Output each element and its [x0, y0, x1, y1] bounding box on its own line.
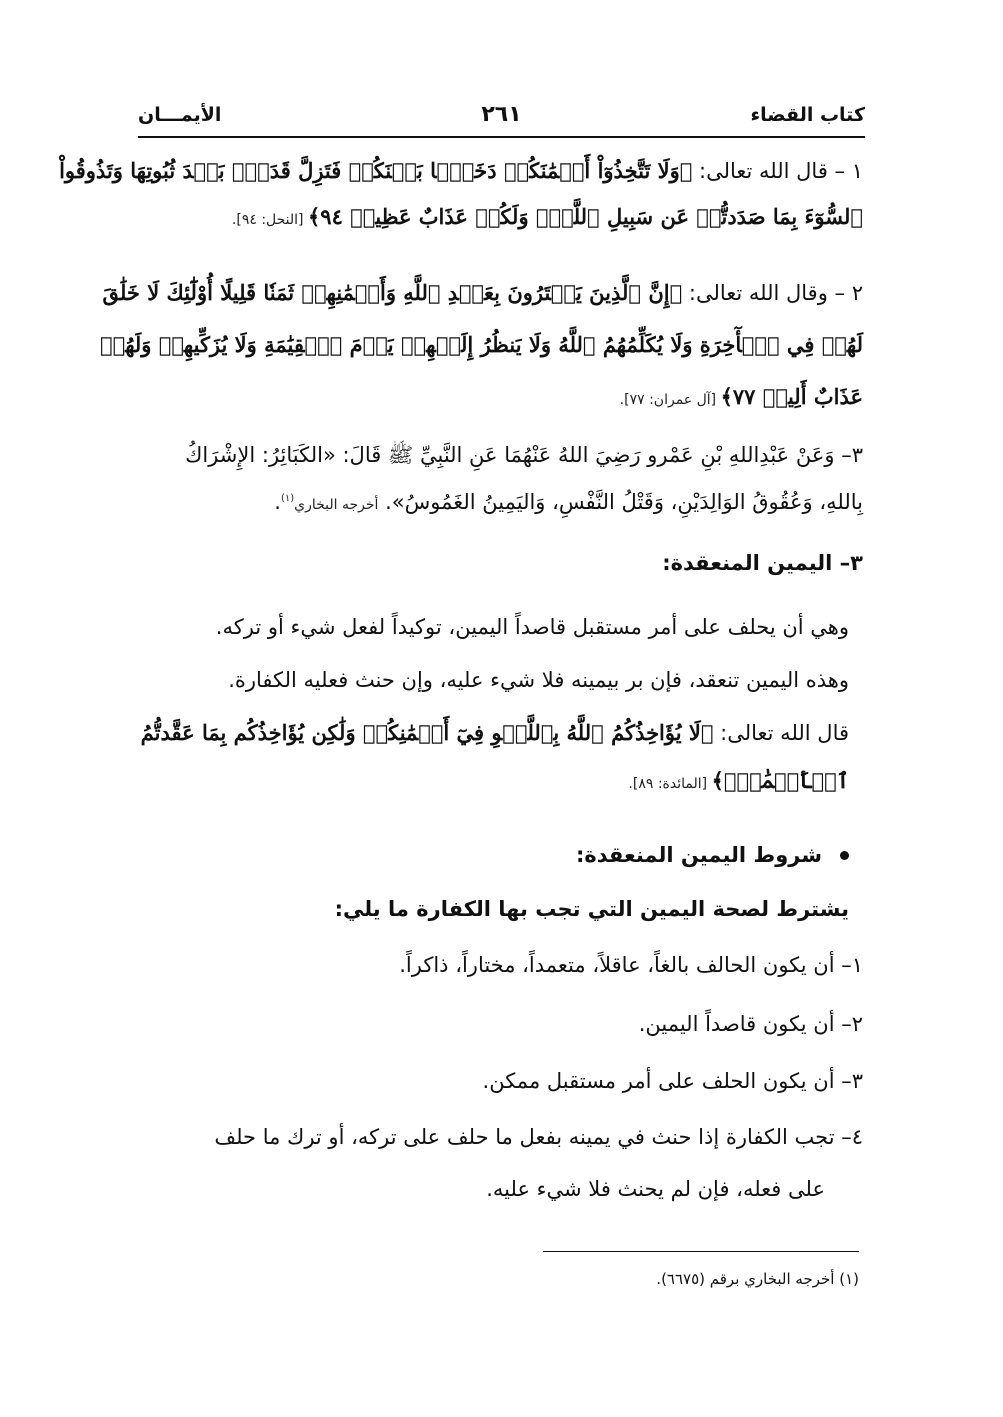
verse-reference: [آل عمران: ٧٧]. [619, 392, 721, 408]
footnote-rule [543, 1251, 859, 1252]
conditions-list [140, 950, 863, 1204]
item-1-line-1 [59, 156, 863, 186]
section-paragraphs [140, 612, 849, 799]
conditions-heading-row [140, 840, 849, 870]
condition-item-4: ٤– تجب الكفارة إذا حنث في يمينه بفعل ما حلف على تركه، أو ترك ما حلف [214, 1125, 863, 1149]
quran-verse: ٱلسُّوٓءَ بِمَا صَدَدتُّمۡ عَن سَبِيلِ ٱللَّهِۖ وَلَكُمۡ عَذَابٌ عَظِيمٞ ٩٤﴾ [307, 204, 863, 229]
page-number: ٢٦١ [481, 102, 522, 127]
conditions-intro: يشترط لصحة اليمين التي تجب بها الكفارة ما يلي: [334, 897, 849, 921]
condition-item-2: ٢– أن يكون قاصداً اليمين. [638, 1012, 863, 1036]
item-3-line-2 [140, 484, 863, 520]
conditions-section [140, 840, 849, 924]
item-2-line-3 [140, 382, 863, 415]
verse-reference: [النحل: ٩٤]. [231, 212, 308, 228]
item-2-line-2 [99, 330, 863, 360]
hadith-text: بِاللهِ، وَعُقُوقُ الوَالِدَيْنِ، وَقَتْلُ النَّفْسِ، وَاليَمِينُ الغَمُوسُ». [378, 490, 863, 514]
verse-intro: قال الله تعالى: [713, 721, 849, 745]
quran-verse: عَذَابٌ أَلِيمٞ ٧٧﴾ [720, 384, 863, 409]
section-heading: ٣– اليمين المنعقدة: [662, 551, 863, 575]
quran-verse: لَهُمۡ فِي ٱلۡأٓخِرَةِ وَلَا يُكَلِّمُهُمُ ٱللَّهُ وَلَا يَنظُرُ إِلَيۡهِمۡ يَوۡمَ ٱلۡقِيَٰمَةِ وَلَا يُزَكِّيهِمۡ وَلَهُمۡ [99, 332, 863, 357]
item-2-intro: ٢ – وقال الله تعالى: [682, 281, 863, 305]
verse-paragraph-line-2 [140, 766, 849, 799]
page-header [138, 100, 865, 136]
quran-verse: ﴿لَا يُؤَاخِذُكُمُ ٱللَّهُ بِٱللَّغۡوِ فِيٓ أَيۡمَٰنِكُمۡ وَلَٰكِن يُؤَاخِذُكُم بِمَا عَقَّدتُّمُ [140, 720, 714, 745]
item-2 [99, 278, 863, 415]
conditions-heading: شروط اليمين المنعقدة: [575, 843, 822, 867]
verse-reference: [المائدة: ٨٩]. [628, 776, 712, 792]
book-title: كتاب القضاء [750, 104, 865, 126]
header-rule [138, 136, 865, 138]
chapter-title: الأيمـــان [138, 104, 222, 126]
footnote: (١) أخرجه البخاري برقم (٦٦٧٥). [656, 1270, 859, 1288]
condition-item-4-cont: على فعله، فإن لم يحنث فلا شيء عليه. [486, 1177, 825, 1201]
section-binding-oath [140, 548, 863, 578]
hadith-text: ٣– وَعَنْ عَبْدِاللهِ بْنِ عَمْرو رَضِيَ اللهُ عَنْهُمَا عَنِ النَّبِيِّ ﷺ قَالَ: «الكَبَائِرُ: الإِشْرَاكُ [185, 443, 863, 467]
quran-verse: ٱلۡأَيۡمَٰنَۖ﴾ [711, 768, 849, 793]
verse-paragraph-line-1 [140, 718, 849, 748]
footnote-marker[interactable]: (١) [280, 493, 295, 504]
bullet-icon [840, 851, 849, 860]
hadith-source: أخرجه البخاري [294, 497, 379, 513]
condition-item-3: ٣– أن يكون الحلف على أمر مستقبل ممكن. [482, 1069, 863, 1093]
quran-verse: ﴿وَلَا تَتَّخِذُوٓاْ أَيۡمَٰنَكُمۡ دَخَلَۢا بَيۡنَكُمۡ فَتَزِلَّ قَدَمُۢ بَعۡدَ ثُبُوتِهَا وَتَذُوقُواْ [59, 158, 693, 183]
item-1-intro: ١ – قال الله تعالى: [692, 159, 863, 183]
item-1 [59, 156, 863, 235]
punctuation: . [274, 490, 281, 514]
item-1-line-2 [140, 202, 863, 235]
definition-paragraph: وهي أن يحلف على أمر مستقبل قاصداً اليمين، توكيداً لفعل شيء أو تركه. [215, 615, 849, 639]
item-2-line-1 [102, 278, 863, 308]
quran-verse: ﴿إِنَّ ٱلَّذِينَ يَشۡتَرُونَ بِعَهۡدِ ٱللَّهِ وَأَيۡمَٰنِهِمۡ ثَمَنٗا قَلِيلًا أُوْلَٰٓئِكَ لَا خَلَٰقَ [102, 280, 683, 305]
item-3-line-1 [140, 440, 863, 470]
ruling-paragraph: وهذه اليمين تنعقد، فإن بر بيمينه فلا شيء عليه، وإن حنث فعليه الكفارة. [228, 668, 849, 692]
item-3 [140, 440, 863, 520]
condition-item-1: ١– أن يكون الحالف بالغاً، عاقلاً، متعمداً، مختاراً، ذاكراً. [399, 953, 863, 977]
